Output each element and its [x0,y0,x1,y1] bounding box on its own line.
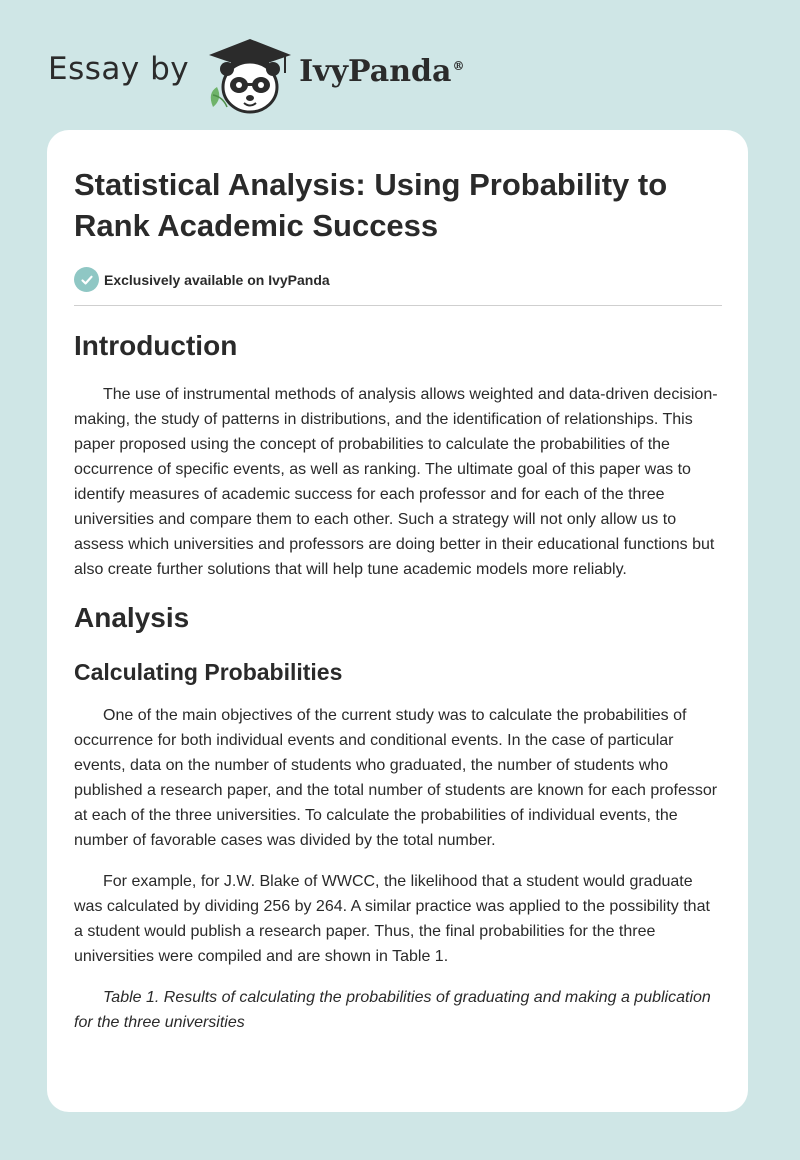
article-title: Statistical Analysis: Using Probability to Rank Academic Success [74,167,668,243]
panda-graduate-icon[interactable] [205,35,295,115]
article-card [47,130,748,1112]
exclusive-note [74,267,722,306]
analysis-heading: Analysis [74,602,190,633]
registered-mark: ® [452,58,465,73]
table-caption: Table 1. Results of calculating the probabilities of graduating and making a publication for the three universities [74,989,711,1031]
brand-prefix: Essay by [48,51,190,87]
check-circle-icon [74,267,99,292]
calculating-paragraph-2: For example, for J.W. Blake of WWCC, the likelihood that a student would graduate was calculated by dividing 256 by 264. A similar practice was applied to the possibility that a student would publish a research paper. Thus, the final probabilities for the three universities were compiled and are shown in Table 1. [74,873,710,965]
introduction-paragraph: The use of instrumental methods of analysis allows weighted and data-driven decision-making, the study of patterns in distributions, and the identification of relationships. This paper proposed using the concept of probabilities to calculate the probabilities of the occurrence of specific events, as well as ranking. The ultimate goal of this paper was to identify measures of academic success for each professor and for each of the three universities and compare them to each other. Such a strategy will not only allow us to assess which universities and professors are doing better in their educational functions but also create further solutions that will help tune academic models more reliably. [74,386,718,578]
brand-name-text: IvyPanda [299,53,452,89]
introduction-heading: Introduction [74,330,238,361]
exclusive-label: Exclusively available on IvyPanda [104,271,330,288]
site-header [48,30,464,120]
calculating-paragraph-1: One of the main objectives of the current study was to calculate the probabilities of occurrence for both individual events and conditional events. In the case of particular events, data on the number of students who graduated, the number of students who published a research paper, and the total number of students are known for each professor at each of the three universities. To calculate the probabilities of individual events, the number of favorable cases was divided by the total number. [74,707,718,849]
calculating-probabilities-heading: Calculating Probabilities [74,659,343,685]
brand-name[interactable] [299,54,464,89]
